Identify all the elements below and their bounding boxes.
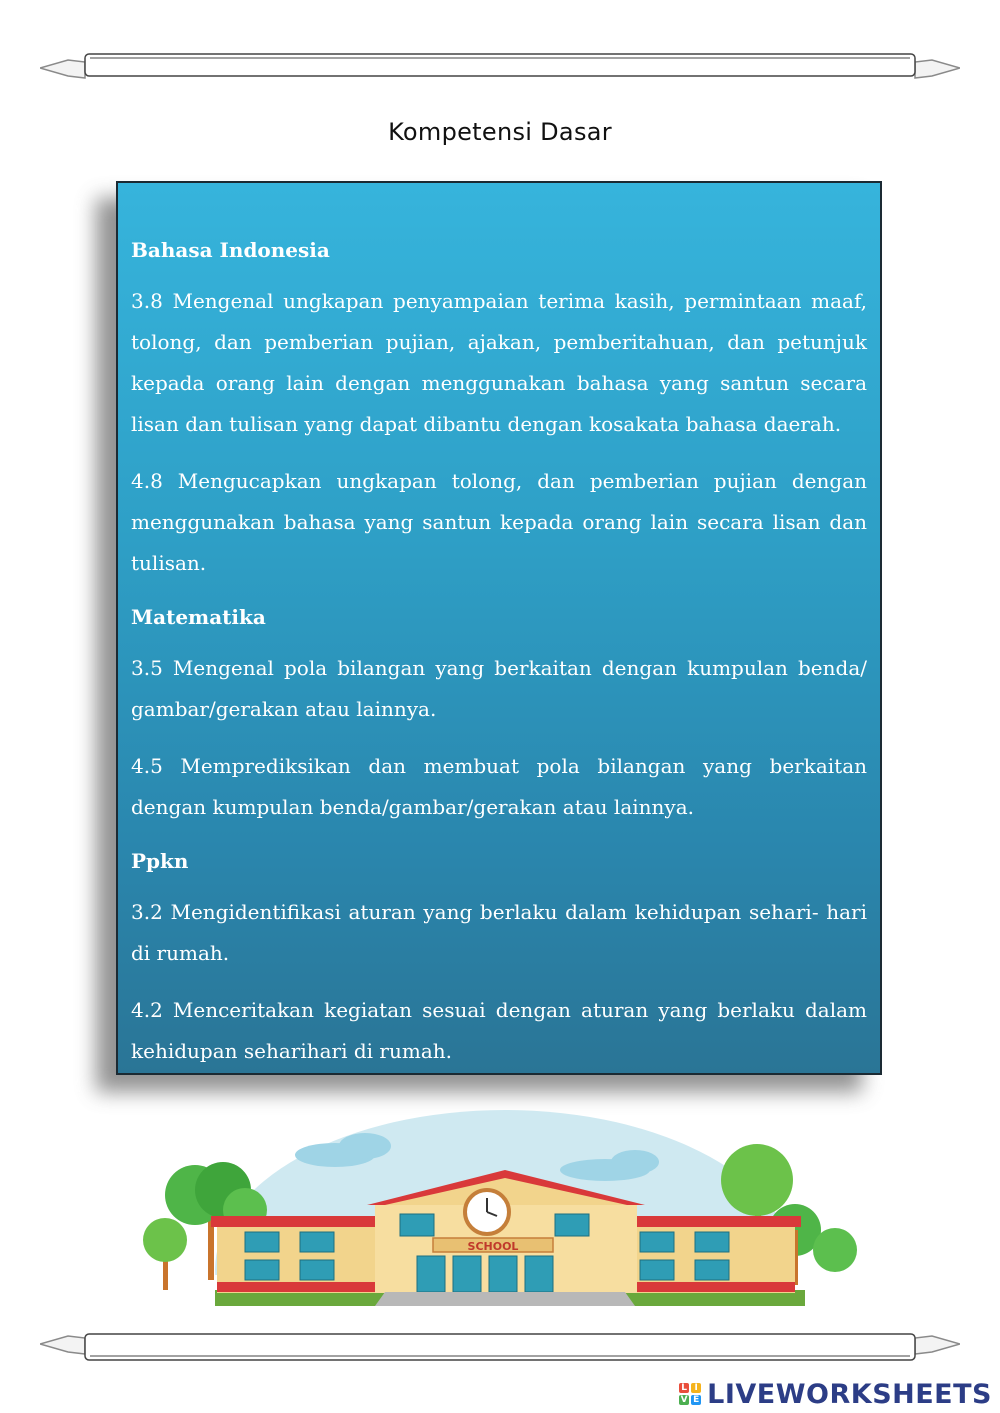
- bottom-scroll-banner: [40, 1328, 960, 1368]
- competency-item: 4.5 Memprediksikan dan membuat pola bilangan yang berkaitan dengan kumpulan benda/gambar/gerakan atau lainnya.: [131, 754, 867, 819]
- school-sign: SCHOOL: [467, 1240, 519, 1253]
- section-heading: Matematika: [131, 605, 266, 629]
- logo-letter: E: [693, 1395, 700, 1405]
- section-matematika: [131, 600, 867, 828]
- competency-item: 4.2 Menceritakan kegiatan sesuai dengan aturan yang berlaku dalam kehidupan seharihari di rumah.: [131, 998, 867, 1063]
- section-heading: Bahasa Indonesia: [131, 238, 330, 262]
- brand-name: LIVEWORKSHEETS: [707, 1378, 992, 1410]
- logo-letter: V: [680, 1395, 688, 1405]
- top-scroll-banner: [40, 48, 960, 88]
- liveworksheets-brand[interactable]: [679, 1378, 992, 1410]
- content-box: [116, 181, 882, 1075]
- competency-item: 3.2 Mengidentifikasi aturan yang berlaku dalam kehidupan sehari- hari di rumah.: [131, 900, 867, 965]
- page-title: Kompetensi Dasar: [388, 118, 612, 146]
- competency-item: 3.8 Mengenal ungkapan penyampaian terima kasih, permintaan maaf, tolong, dan pemberian pujian, ajakan, pemberitahuan, dan petunjuk kepada orang lain dengan menggunakan bahasa yang santun secara lisan dan tulisan yang dapat dibantu dengan kosakata bahasa daerah.: [131, 289, 867, 436]
- logo-letter: L: [679, 1383, 689, 1393]
- section-ppkn: [131, 844, 867, 1072]
- liveworksheets-logo-icon: [679, 1383, 701, 1405]
- school-illustration: [135, 1110, 875, 1322]
- logo-letter: I: [691, 1383, 701, 1393]
- section-heading: Ppkn: [131, 849, 189, 873]
- section-bahasa-indonesia: [131, 233, 867, 584]
- competency-item: 4.8 Mengucapkan ungkapan tolong, dan pemberian pujian dengan menggunakan bahasa yang santun kepada orang lain secara lisan dan tulisan.: [131, 469, 867, 575]
- competency-item: 3.5 Mengenal pola bilangan yang berkaitan dengan kumpulan benda/ gambar/gerakan atau lainnya.: [131, 656, 867, 721]
